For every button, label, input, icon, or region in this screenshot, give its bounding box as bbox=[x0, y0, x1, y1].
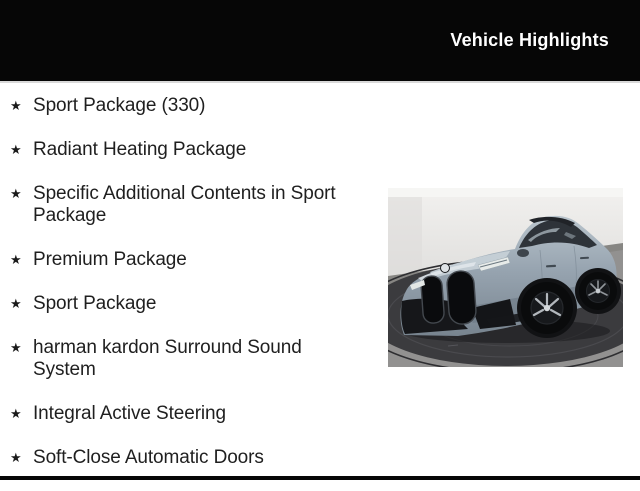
feature-item bbox=[9, 249, 363, 271]
feature-text: Integral Active Steering bbox=[33, 403, 226, 424]
star-bullet-icon: ★ bbox=[10, 252, 22, 267]
feature-text: Radiant Heating Package bbox=[33, 139, 247, 160]
feature-text: Premium Package bbox=[33, 249, 187, 270]
bmw-roundel bbox=[441, 264, 450, 273]
side-mirror bbox=[517, 249, 529, 257]
front-wheel bbox=[517, 278, 577, 338]
vehicle-photo bbox=[388, 188, 623, 367]
features-list bbox=[9, 95, 363, 491]
feature-item bbox=[9, 403, 363, 425]
feature-item bbox=[9, 183, 363, 227]
star-bullet-icon: ★ bbox=[10, 406, 22, 421]
star-bullet-icon: ★ bbox=[10, 142, 22, 157]
feature-text: harman kardon Surround Sound System bbox=[33, 337, 302, 380]
page-title: Vehicle Highlights bbox=[450, 30, 609, 50]
header-bar bbox=[0, 0, 640, 83]
feature-text: Sport Package (330) bbox=[33, 95, 206, 116]
star-bullet-icon: ★ bbox=[10, 450, 22, 465]
feature-item bbox=[9, 447, 363, 469]
star-bullet-icon: ★ bbox=[10, 340, 22, 355]
footer-bar bbox=[0, 476, 640, 480]
feature-item bbox=[9, 139, 363, 161]
feature-item bbox=[9, 95, 363, 117]
feature-text: Specific Additional Contents in Sport Package bbox=[33, 183, 336, 226]
feature-item bbox=[9, 337, 363, 381]
feature-item bbox=[9, 293, 363, 315]
vehicle-photo-art bbox=[388, 188, 623, 367]
feature-text: Soft-Close Automatic Doors bbox=[33, 447, 264, 468]
star-bullet-icon: ★ bbox=[10, 186, 22, 201]
star-bullet-icon: ★ bbox=[10, 98, 22, 113]
feature-text: Sport Package bbox=[33, 293, 157, 314]
rear-wheel bbox=[575, 268, 621, 314]
star-bullet-icon: ★ bbox=[10, 296, 22, 311]
